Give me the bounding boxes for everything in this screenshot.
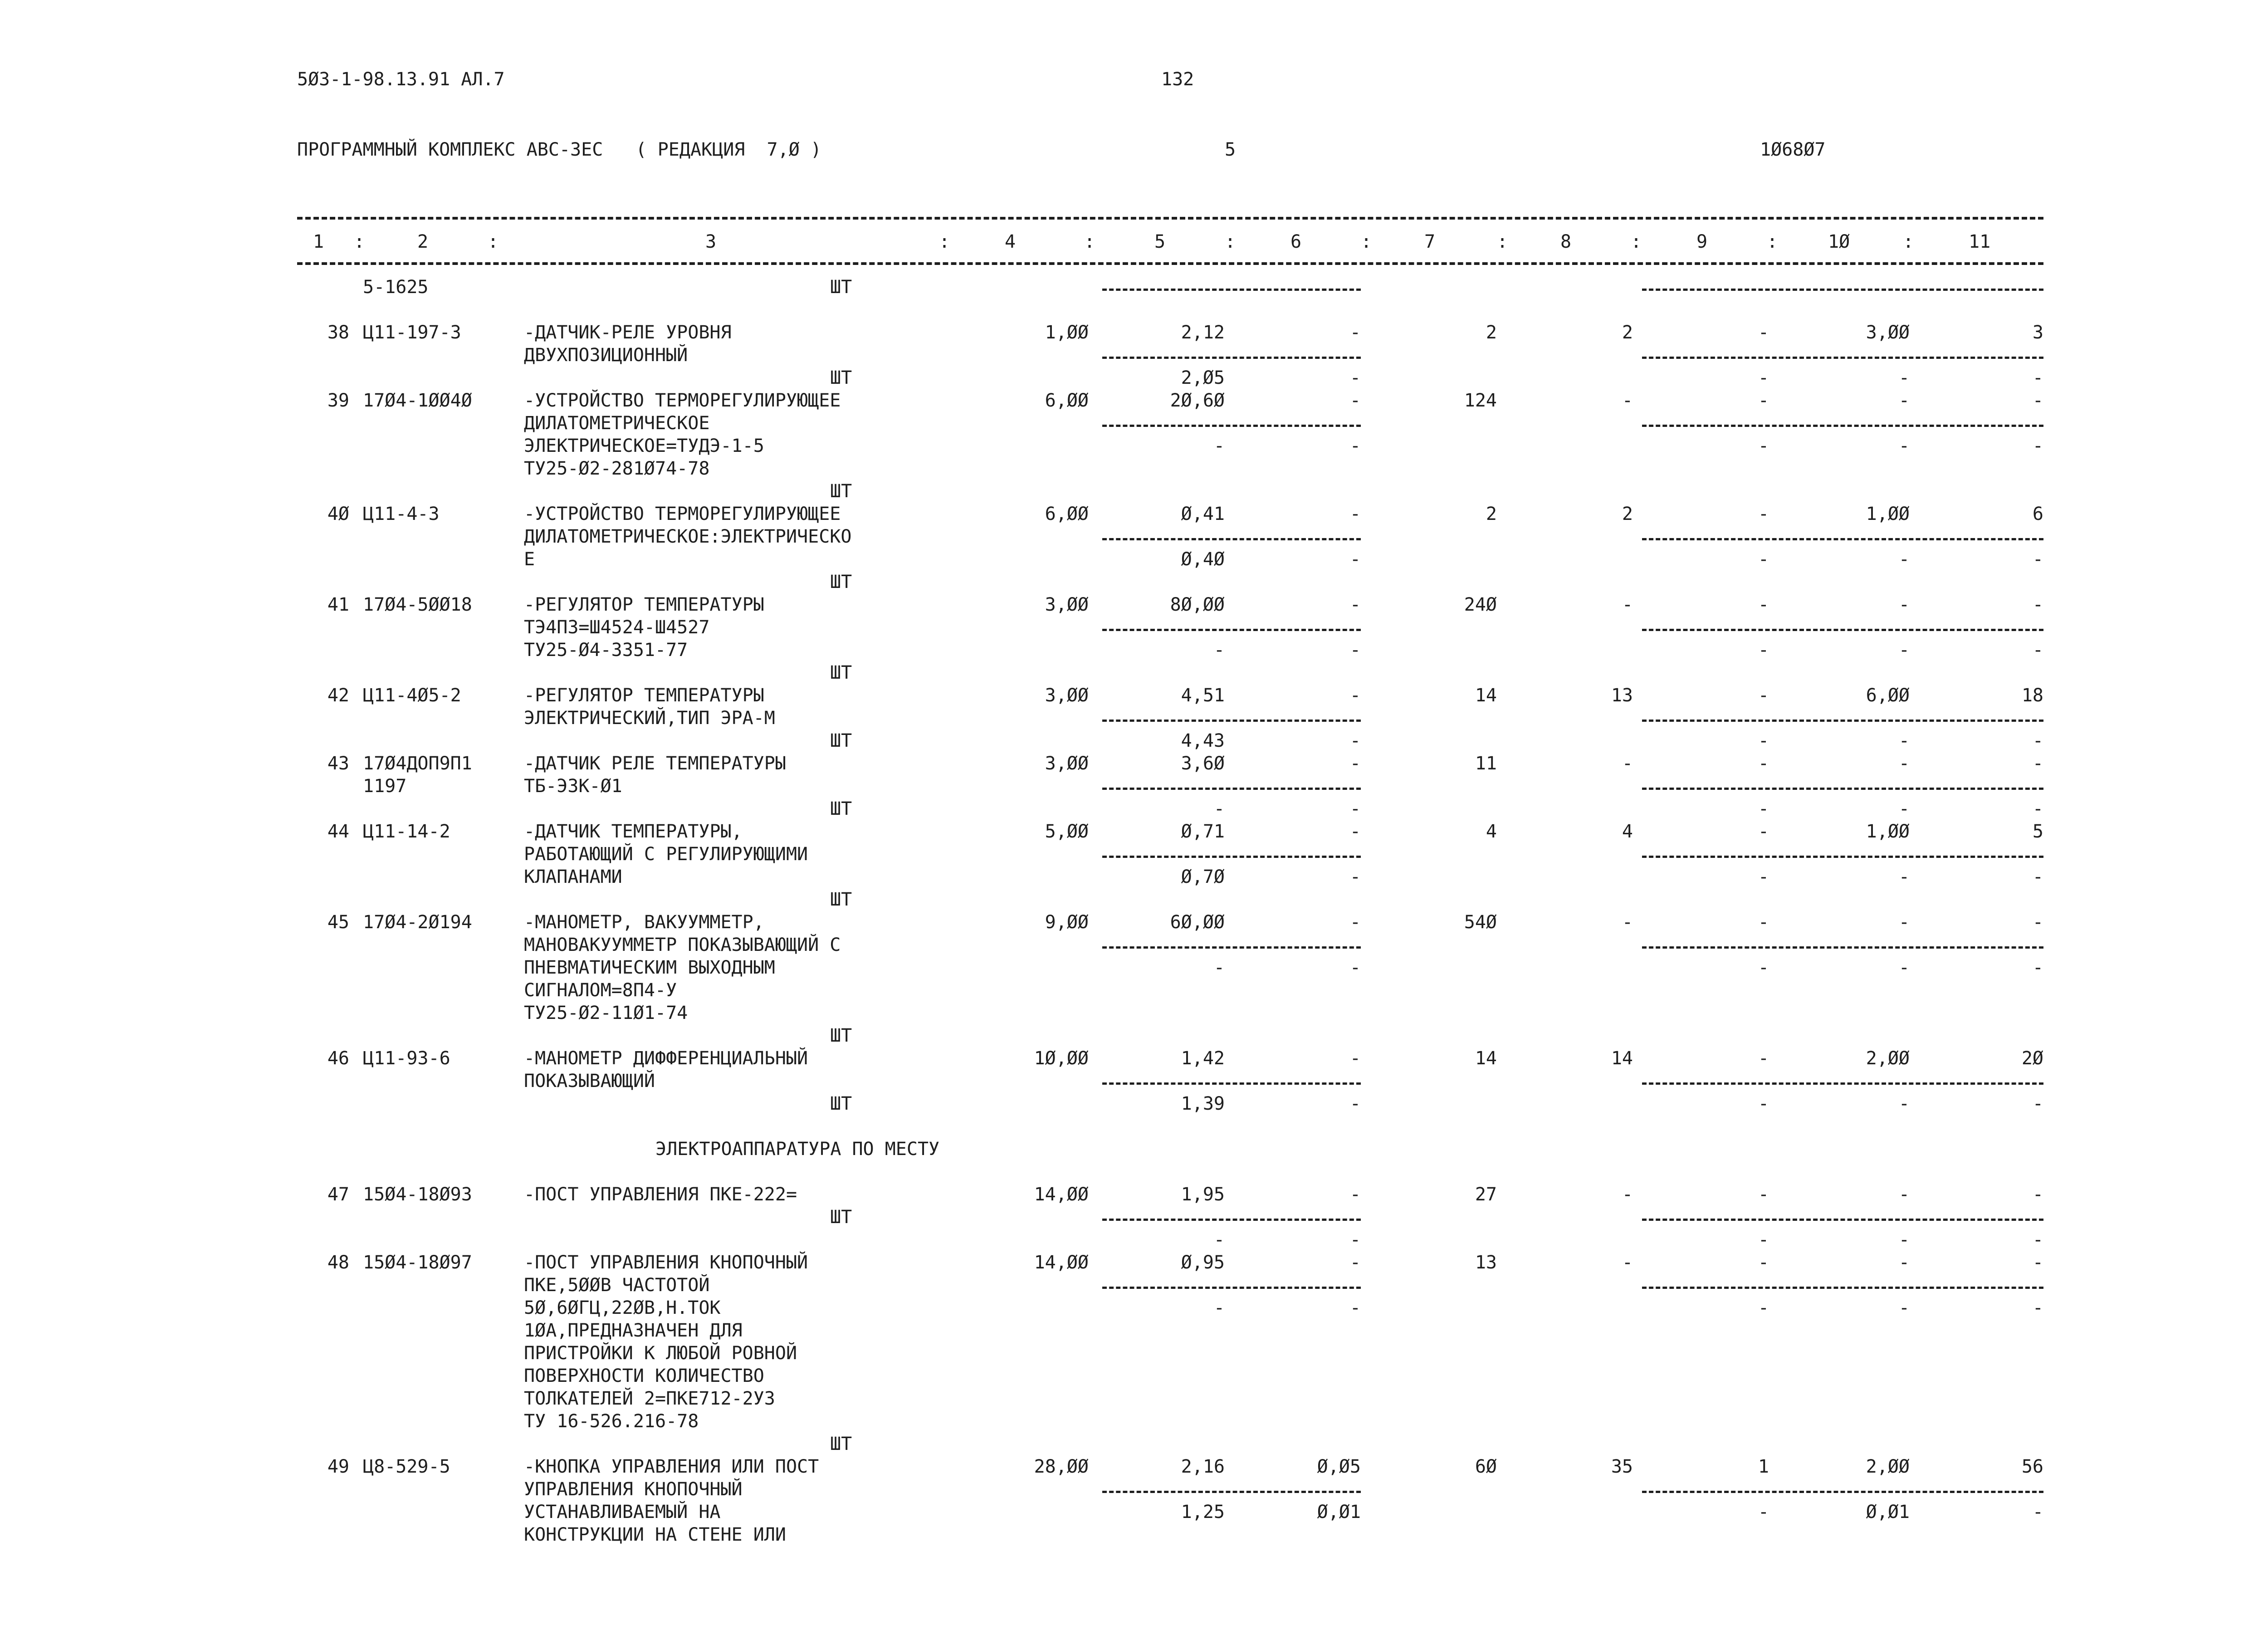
value-rule [1102,1219,1361,1221]
value-c11b: - [2032,730,2043,751]
value-c9b: - [1758,798,1769,819]
document-id: 5Ø3-1-98.13.91 АЛ.7 [297,69,505,90]
col-sep: : [1225,231,1236,252]
value-c11: - [2032,753,2043,774]
row-description-line: -МАНОМЕТР ДИФФЕРЕНЦИАЛЬНЫЙ [524,1048,808,1069]
col-3: 3 [705,231,717,252]
value-rule [1642,1082,2043,1085]
value-rule [1642,1219,2043,1221]
value-c9: - [1758,912,1769,933]
value-c5: 2Ø,6Ø [1170,390,1225,411]
value-c4: 5,ØØ [1045,821,1089,842]
value-c6b: - [1349,1229,1361,1250]
value-c5b: 1,25 [1181,1502,1225,1523]
value-c9: - [1758,322,1769,343]
header-rule-top [297,217,2043,220]
value-rule [1102,629,1361,631]
col-sep: : [354,231,365,252]
value-c11: - [2032,1184,2043,1205]
col-sep: : [939,231,950,252]
row-description-line: -ДАТЧИК РЕЛЕ ТЕМПЕРАТУРЫ [524,753,786,774]
value-rule [1102,538,1361,540]
value-c11b: - [2032,367,2043,388]
row-description-line: -ДАТЧИК ТЕМПЕРАТУРЫ, [524,821,743,842]
value-c5b: 1,39 [1181,1093,1225,1114]
value-rule [1102,357,1361,359]
value-c6b: - [1349,640,1361,661]
value-c6: - [1349,322,1361,343]
col-7: 7 [1424,231,1436,252]
value-c4: 3,ØØ [1045,594,1089,615]
value-c5: 8Ø,ØØ [1170,594,1225,615]
row-description-line: ПНЕВМАТИЧЕСКИМ ВЫХОДНЫМ [524,957,775,978]
carry-unit: ШТ [830,277,852,298]
row-code: Ц11-14-2 [363,821,450,842]
row-unit: ШТ [830,367,852,388]
col-2: 2 [417,231,429,252]
value-c10b: - [1898,867,1910,887]
value-c6b: - [1349,1093,1361,1114]
row-description-line: ЭЛЕКТРИЧЕСКИЙ,ТИП ЭРА-М [524,708,775,729]
value-c8: 13 [1611,685,1633,706]
value-c9: - [1758,685,1769,706]
row-number: 43 [327,753,349,774]
value-c8: 14 [1611,1048,1633,1069]
row-description-line: -УСТРОЙСТВО ТЕРМОРЕГУЛИРУЮЩЕЕ [524,504,841,524]
value-rule [1642,856,2043,858]
row-code: 17Ø4-2Ø194 [363,912,472,933]
row-number: 48 [327,1252,349,1273]
value-c5: Ø,95 [1181,1252,1225,1273]
value-c10: - [1898,1252,1910,1273]
value-c7: 14 [1475,685,1497,706]
value-c6b: - [1349,798,1361,819]
row-number: 46 [327,1048,349,1069]
value-c9b: - [1758,1093,1769,1114]
col-4: 4 [1005,231,1016,252]
row-code: Ц8-529-5 [363,1456,450,1477]
row-code: 17Ø4-5ØØ18 [363,594,472,615]
row-description-line: 5Ø,6ØГЦ,22ØВ,Н.ТОК [524,1297,721,1318]
value-c9: - [1758,821,1769,842]
row-description-line: -УСТРОЙСТВО ТЕРМОРЕГУЛИРУЮЩЕЕ [524,390,841,411]
value-c11b: - [2032,1502,2043,1523]
row-description-line: ЭЛЕКТРИЧЕСКОЕ=ТУДЭ-1-5 [524,436,764,456]
col-sep: : [1903,231,1914,252]
value-c10: 2,ØØ [1866,1048,1910,1069]
row-description-line: КЛАПАНАМИ [524,867,622,887]
value-c5b: Ø,7Ø [1181,867,1225,887]
value-c5b: - [1213,640,1225,661]
row-description-line: ТОЛКАТЕЛЕЙ 2=ПКЕ712-2УЗ [524,1388,775,1409]
value-c11b: - [2032,1229,2043,1250]
header-rule-bottom [297,262,2043,265]
row-unit: ШТ [830,662,852,683]
value-c9b: - [1758,549,1769,570]
carry-rule [1642,289,2043,291]
value-c5: 2,12 [1181,322,1225,343]
section-number: 5 [1225,139,1236,160]
value-rule [1642,425,2043,427]
value-c6b: - [1349,867,1361,887]
row-code-cont: 1197 [363,776,407,797]
value-c11: 3 [2032,322,2043,343]
row-number: 38 [327,322,349,343]
value-c7: 124 [1464,390,1497,411]
row-description-line: ПОКАЗЫВАЮЩИЙ [524,1071,655,1092]
value-c8: - [1622,912,1633,933]
row-unit: ШТ [830,1093,852,1114]
value-c10b: - [1898,1229,1910,1250]
row-code: Ц11-93-6 [363,1048,450,1069]
row-description-line: ДИЛАТОМЕТРИЧЕСКОЕ [524,413,710,434]
program-title: ПРОГРАММНЫЙ КОМПЛЕКС АВС-ЗЕС ( РЕДАКЦИЯ 7,Ø ) [297,139,821,160]
value-c9: - [1758,504,1769,524]
value-c9b: - [1758,640,1769,661]
value-c7: 14 [1475,1048,1497,1069]
value-c6: - [1349,685,1361,706]
value-c9b: - [1758,1297,1769,1318]
value-c11b: - [2032,549,2043,570]
value-c5b: 4,43 [1181,730,1225,751]
col-8: 8 [1560,231,1572,252]
value-c11b: - [2032,798,2043,819]
row-description-line: -ПОСТ УПРАВЛЕНИЯ КНОПОЧНЫЙ [524,1252,808,1273]
row-description-line: УСТАНАВЛИВАЕМЫЙ НА [524,1502,721,1523]
value-c5: 1,42 [1181,1048,1225,1069]
value-rule [1102,856,1361,858]
col-sep: : [1497,231,1508,252]
value-c10b: - [1898,640,1910,661]
row-code: 15Ø4-18Ø93 [363,1184,472,1205]
row-description-line: ТУ25-Ø4-3351-77 [524,640,688,661]
value-c10: 6,ØØ [1866,685,1910,706]
value-c6: - [1349,1184,1361,1205]
value-rule [1642,946,2043,949]
row-description-line: РАБОТАЮЩИЙ С РЕГУЛИРУЮЩИМИ [524,844,808,865]
value-c11b: - [2032,957,2043,978]
value-c9: - [1758,1184,1769,1205]
value-c8: 4 [1622,821,1633,842]
document-code: 1Ø68Ø7 [1760,139,1826,160]
value-rule [1102,425,1361,427]
row-unit: ШТ [830,1207,852,1228]
value-c4: 1Ø,ØØ [1034,1048,1089,1069]
row-description-line: -ДАТЧИК-РЕЛЕ УРОВНЯ [524,322,732,343]
row-unit: ШТ [830,730,852,751]
value-rule [1642,1287,2043,1289]
value-c11: - [2032,1252,2043,1273]
value-c9: - [1758,594,1769,615]
value-c5b: - [1213,436,1225,456]
row-unit: ШТ [830,572,852,592]
value-c6: - [1349,390,1361,411]
value-c11b: - [2032,436,2043,456]
row-number: 44 [327,821,349,842]
row-number: 49 [327,1456,349,1477]
row-code: 15Ø4-18Ø97 [363,1252,472,1273]
value-c6: - [1349,753,1361,774]
value-rule [1102,1491,1361,1493]
row-unit: ШТ [830,1434,852,1454]
value-c5: Ø,71 [1181,821,1225,842]
value-c4: 3,ØØ [1045,685,1089,706]
row-description-line: ПРИСТРОЙКИ К ЛЮБОЙ РОВНОЙ [524,1343,797,1364]
value-c4: 14,ØØ [1034,1252,1089,1273]
value-c7: 2 [1486,504,1497,524]
value-c6b: - [1349,957,1361,978]
value-c9b: - [1758,436,1769,456]
value-c6: - [1349,821,1361,842]
section-title: ЭЛЕКТРОАППАРАТУРА ПО МЕСТУ [655,1139,940,1160]
value-c8: 2 [1622,504,1633,524]
carry-code: 5-1625 [363,277,429,298]
value-c9b: - [1758,867,1769,887]
value-c6: Ø,Ø5 [1317,1456,1361,1477]
value-c11: 5 [2032,821,2043,842]
value-c10b: - [1898,1093,1910,1114]
value-c4: 14,ØØ [1034,1184,1089,1205]
row-code: Ц11-4-3 [363,504,440,524]
row-description-line: КОНСТРУКЦИИ НА СТЕНЕ ИЛИ [524,1524,786,1545]
value-c5b: - [1213,1297,1225,1318]
value-rule [1102,720,1361,722]
value-c4: 28,ØØ [1034,1456,1089,1477]
row-description-line: -КНОПКА УПРАВЛЕНИЯ ИЛИ ПОСТ [524,1456,819,1477]
row-code: Ц11-4Ø5-2 [363,685,461,706]
value-c10b: Ø,Ø1 [1866,1502,1910,1523]
value-c8: - [1622,1252,1633,1273]
value-rule [1642,629,2043,631]
row-description-line: -РЕГУЛЯТОР ТЕМПЕРАТУРЫ [524,594,764,615]
row-description-line: МАНОВАКУУММЕТР ПОКАЗЫВАЮЩИЙ С [524,935,841,955]
value-c11b: - [2032,867,2043,887]
value-c11: - [2032,912,2043,933]
value-c6: - [1349,1048,1361,1069]
col-sep: : [1631,231,1642,252]
row-number: 39 [327,390,349,411]
value-c11: - [2032,594,2043,615]
value-c10: 1,ØØ [1866,821,1910,842]
value-c4: 6,ØØ [1045,504,1089,524]
value-c10b: - [1898,549,1910,570]
value-c4: 1,ØØ [1045,322,1089,343]
value-c4: 9,ØØ [1045,912,1089,933]
value-c6b: - [1349,549,1361,570]
row-description-line: ТЭ4ПЗ=Ш4524-Ш4527 [524,617,710,638]
value-rule [1642,357,2043,359]
row-description-line: -РЕГУЛЯТОР ТЕМПЕРАТУРЫ [524,685,764,706]
row-unit: ШТ [830,1025,852,1046]
value-rule [1642,1491,2043,1493]
value-c11: 56 [2021,1456,2043,1477]
value-c5b: Ø,4Ø [1181,549,1225,570]
carry-rule [1102,289,1361,291]
row-description-line: ДВУХПОЗИЦИОННЫЙ [524,345,688,366]
value-c11: 2Ø [2021,1048,2043,1069]
value-rule [1102,946,1361,949]
value-c11: 6 [2032,504,2043,524]
value-c9b: - [1758,957,1769,978]
value-c10b: - [1898,730,1910,751]
value-c6b: - [1349,436,1361,456]
value-c6: - [1349,504,1361,524]
value-c8: - [1622,753,1633,774]
col-sep: : [488,231,499,252]
value-c5: 6Ø,ØØ [1170,912,1225,933]
value-c9b: - [1758,730,1769,751]
value-c7: 6Ø [1475,1456,1497,1477]
value-c5: 1,95 [1181,1184,1225,1205]
value-c11: - [2032,390,2043,411]
value-c9: 1 [1758,1456,1769,1477]
value-c6b: - [1349,730,1361,751]
value-c5b: - [1213,798,1225,819]
page-number: 132 [1161,69,1194,90]
value-c9: - [1758,753,1769,774]
value-c11b: - [2032,1297,2043,1318]
row-code: 17Ø4ДОП9П1 [363,753,472,774]
row-code: Ц11-197-3 [363,322,461,343]
value-c6: - [1349,594,1361,615]
row-description-line: ТУ25-Ø2-281Ø74-78 [524,458,710,479]
value-c4: 3,ØØ [1045,753,1089,774]
value-c9b: - [1758,1229,1769,1250]
value-c6b: - [1349,367,1361,388]
row-unit: ШТ [830,481,852,502]
value-c10b: - [1898,436,1910,456]
value-c11b: - [2032,640,2043,661]
row-number: 47 [327,1184,349,1205]
value-c9: - [1758,1252,1769,1273]
value-c9b: - [1758,1502,1769,1523]
value-c5: Ø,41 [1181,504,1225,524]
row-number: 4Ø [327,504,349,524]
value-rule [1102,788,1361,790]
value-c5b: - [1213,957,1225,978]
value-c8: - [1622,594,1633,615]
value-c5: 3,6Ø [1181,753,1225,774]
row-code: 17Ø4-1ØØ4Ø [363,390,472,411]
col-sep: : [1767,231,1778,252]
col-9: 9 [1696,231,1708,252]
value-c7: 24Ø [1464,594,1497,615]
row-description-line: ПКЕ,5ØØВ ЧАСТОТОЙ [524,1275,710,1296]
col-11: 11 [1969,231,1991,252]
value-c6: - [1349,912,1361,933]
row-number: 41 [327,594,349,615]
row-number: 42 [327,685,349,706]
col-6: 6 [1290,231,1302,252]
value-rule [1102,1287,1361,1289]
row-description-line: ТБ-ЭЗК-Ø1 [524,776,622,797]
row-description-line: -МАНОМЕТР, ВАКУУММЕТР, [524,912,764,933]
value-c5: 4,51 [1181,685,1225,706]
row-description-line: ТУ 16-526.216-78 [524,1411,699,1432]
value-c6b: - [1349,1297,1361,1318]
value-c7: 27 [1475,1184,1497,1205]
value-c11b: - [2032,1093,2043,1114]
value-c10: - [1898,753,1910,774]
row-description-line: ПОВЕРХНОСТИ КОЛИЧЕСТВО [524,1366,764,1386]
value-c10b: - [1898,798,1910,819]
value-c6b: Ø,Ø1 [1317,1502,1361,1523]
row-description-line: Е [524,549,535,570]
value-c5b: - [1213,1229,1225,1250]
row-description-line: ДИЛАТОМЕТРИЧЕСКОЕ:ЭЛЕКТРИЧЕСКО [524,526,852,547]
row-description-line: -ПОСТ УПРАВЛЕНИЯ ПКЕ-222= [524,1184,797,1205]
row-description-line: СИГНАЛОМ=8П4-У [524,980,677,1001]
row-description-line: 1ØА,ПРЕДНАЗНАЧЕН ДЛЯ [524,1320,743,1341]
value-c8: - [1622,390,1633,411]
value-c8: - [1622,1184,1633,1205]
value-c10: 3,ØØ [1866,322,1910,343]
row-unit: ШТ [830,798,852,819]
value-c7: 13 [1475,1252,1497,1273]
col-sep: : [1361,231,1372,252]
value-c5b: 2,Ø5 [1181,367,1225,388]
value-c8: 2 [1622,322,1633,343]
value-c4: 6,ØØ [1045,390,1089,411]
value-rule [1102,1082,1361,1085]
value-c11: 18 [2021,685,2043,706]
value-c10: - [1898,912,1910,933]
value-c10: 1,ØØ [1866,504,1910,524]
col-5: 5 [1154,231,1166,252]
col-sep: : [1084,231,1095,252]
value-c9b: - [1758,367,1769,388]
value-c10b: - [1898,1297,1910,1318]
value-c6: - [1349,1252,1361,1273]
value-c7: 11 [1475,753,1497,774]
row-number: 45 [327,912,349,933]
value-c10: - [1898,594,1910,615]
value-rule [1642,720,2043,722]
value-c8: 35 [1611,1456,1633,1477]
row-unit: ШТ [830,889,852,910]
value-rule [1642,538,2043,540]
value-c10: - [1898,1184,1910,1205]
value-c10b: - [1898,957,1910,978]
value-c10b: - [1898,367,1910,388]
value-c7: 4 [1486,821,1497,842]
value-c5: 2,16 [1181,1456,1225,1477]
row-description-line: ТУ25-Ø2-11Ø1-74 [524,1003,688,1023]
value-c9: - [1758,390,1769,411]
value-c7: 2 [1486,322,1497,343]
value-c10: - [1898,390,1910,411]
value-c10: 2,ØØ [1866,1456,1910,1477]
col-1: 1 [313,231,324,252]
row-description-line: УПРАВЛЕНИЯ КНОПОЧНЫЙ [524,1479,743,1500]
col-10: 1Ø [1828,231,1850,252]
value-c7: 54Ø [1464,912,1497,933]
value-c9: - [1758,1048,1769,1069]
value-rule [1642,788,2043,790]
